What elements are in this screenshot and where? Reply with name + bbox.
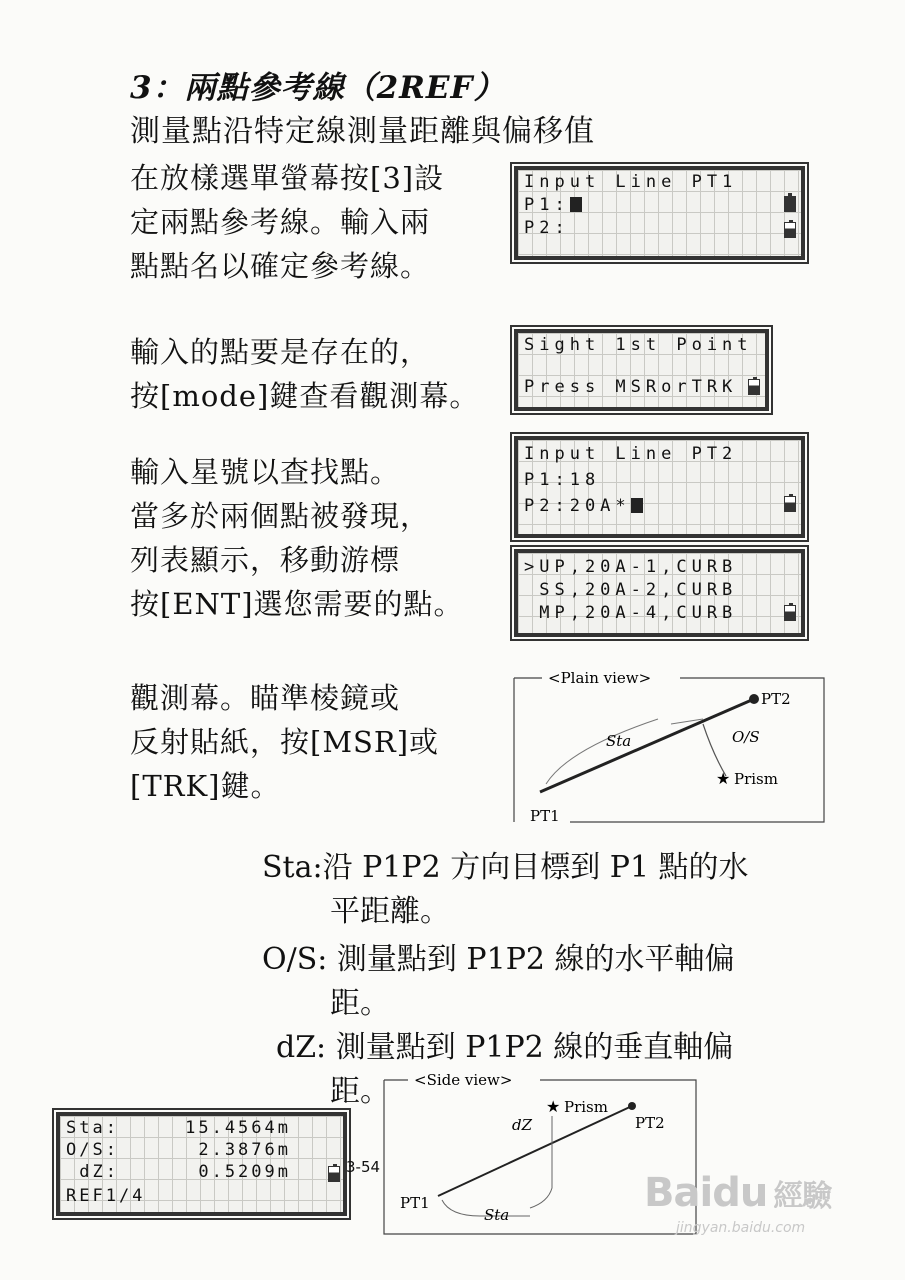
prism-label: Prism — [564, 1098, 608, 1116]
def-line: 距。 — [330, 986, 390, 1021]
para3-line: 按[ENT]選您需要的點。 — [130, 587, 464, 621]
para1-line: 點點名以確定參考線。 — [130, 249, 431, 283]
plain-view-caption: <Plain view> — [548, 669, 652, 687]
sta-label: Sta — [606, 732, 632, 750]
battery-half-icon — [784, 605, 796, 621]
para1-line: 在放樣選單螢幕按[3]設 — [130, 161, 445, 195]
lcd-row: P1:18 — [524, 470, 601, 490]
pt2-label: PT2 — [761, 690, 791, 708]
def-line: 距。 — [330, 1074, 390, 1109]
prism-label: Prism — [734, 770, 778, 788]
lcd-row: P1: — [524, 195, 570, 215]
watermark-logo — [644, 1170, 831, 1216]
def-line: O/S: 測量點到 P1P2 線的水平軸偏 — [262, 942, 735, 977]
section-title: 3：兩點參考線（2REF） — [130, 70, 506, 106]
para1 — [130, 156, 444, 288]
watermark-cn: 經驗 — [773, 1179, 832, 1214]
para3-line: 輸入星號以查找點。 — [130, 455, 401, 489]
lcd-row: Sta: 15.4564m — [66, 1118, 291, 1138]
os-label: O/S — [732, 728, 760, 746]
para4-line: [TRK]鍵。 — [130, 769, 281, 803]
lcd-input-line-pt2 — [514, 436, 805, 538]
lcd-row: dZ: 0.5209m — [66, 1162, 291, 1182]
def-line: dZ: 測量點到 P1P2 線的垂直軸偏 — [276, 1030, 734, 1065]
lcd-row: O/S: 2.3876m — [66, 1140, 291, 1160]
sta-label: Sta — [484, 1206, 510, 1224]
side-view-caption: <Side view> — [414, 1071, 513, 1089]
def-sta — [262, 846, 749, 934]
lcd-measurement-result — [56, 1112, 347, 1216]
para4 — [130, 676, 439, 808]
battery-half-icon — [328, 1166, 340, 1182]
star-icon: ★ — [716, 769, 731, 788]
lcd-row: Sight 1st Point — [524, 335, 753, 355]
pt1-label: PT1 — [400, 1194, 430, 1212]
def-os — [262, 938, 735, 1026]
para3 — [130, 450, 464, 626]
para3-line: 列表顯示，移動游標 — [130, 543, 401, 577]
page-number: 3-54 — [346, 1158, 381, 1176]
line-p1-p2 — [438, 1106, 632, 1196]
battery-half-icon — [784, 222, 796, 238]
pt2-label: PT2 — [635, 1114, 665, 1132]
lcd-row: Input Line PT2 — [524, 444, 738, 464]
para2-line: 按[mode]鍵查看觀測幕。 — [130, 379, 480, 413]
watermark-url: jingyan.baidu.com — [676, 1220, 806, 1236]
pt2-marker — [628, 1102, 636, 1110]
lcd-input-line-pt1 — [514, 166, 805, 260]
lcd-row: P2:20A* — [524, 496, 631, 516]
section-subtitle: 測量點沿特定線測量距離與偏移值 — [130, 114, 595, 149]
battery-full-icon — [784, 196, 796, 212]
lcd-row: SS,20A-2,CURB — [524, 580, 738, 600]
star-icon: ★ — [546, 1097, 561, 1116]
lcd-row: REF1/4 — [66, 1186, 146, 1206]
lcd-point-list — [514, 549, 805, 637]
lcd-row: MP,20A-4,CURB — [524, 603, 738, 623]
battery-half-icon — [748, 379, 760, 395]
para2 — [130, 330, 479, 418]
dz-label: dZ — [512, 1116, 533, 1134]
battery-half-icon — [784, 496, 796, 512]
lcd-row: >UP,20A-1,CURB — [524, 557, 738, 577]
def-line: Sta:沿 P1P2 方向目標到 P1 點的水 — [262, 850, 749, 885]
plain-view-diagram — [508, 664, 828, 834]
pt2-marker — [749, 694, 759, 704]
cursor-icon — [631, 498, 643, 513]
lcd-row: Input Line PT1 — [524, 172, 738, 192]
para2-line: 輸入的點要是存在的， — [130, 335, 431, 369]
para4-line: 觀測幕。瞄準棱鏡或 — [130, 681, 401, 715]
watermark-brand: Baidu — [644, 1170, 768, 1216]
cursor-icon — [570, 197, 582, 212]
def-line: 平距離。 — [330, 894, 450, 929]
para4-line: 反射貼紙，按[MSR]或 — [130, 725, 440, 759]
para3-line: 當多於兩個點被發現， — [130, 499, 431, 533]
para1-line: 定兩點參考線。輸入兩 — [130, 205, 431, 239]
lcd-sight-1st-point — [514, 329, 769, 411]
lcd-row: Press MSRorTRK — [524, 377, 738, 397]
lcd-row: P2: — [524, 218, 570, 238]
pt1-label: PT1 — [530, 807, 560, 825]
